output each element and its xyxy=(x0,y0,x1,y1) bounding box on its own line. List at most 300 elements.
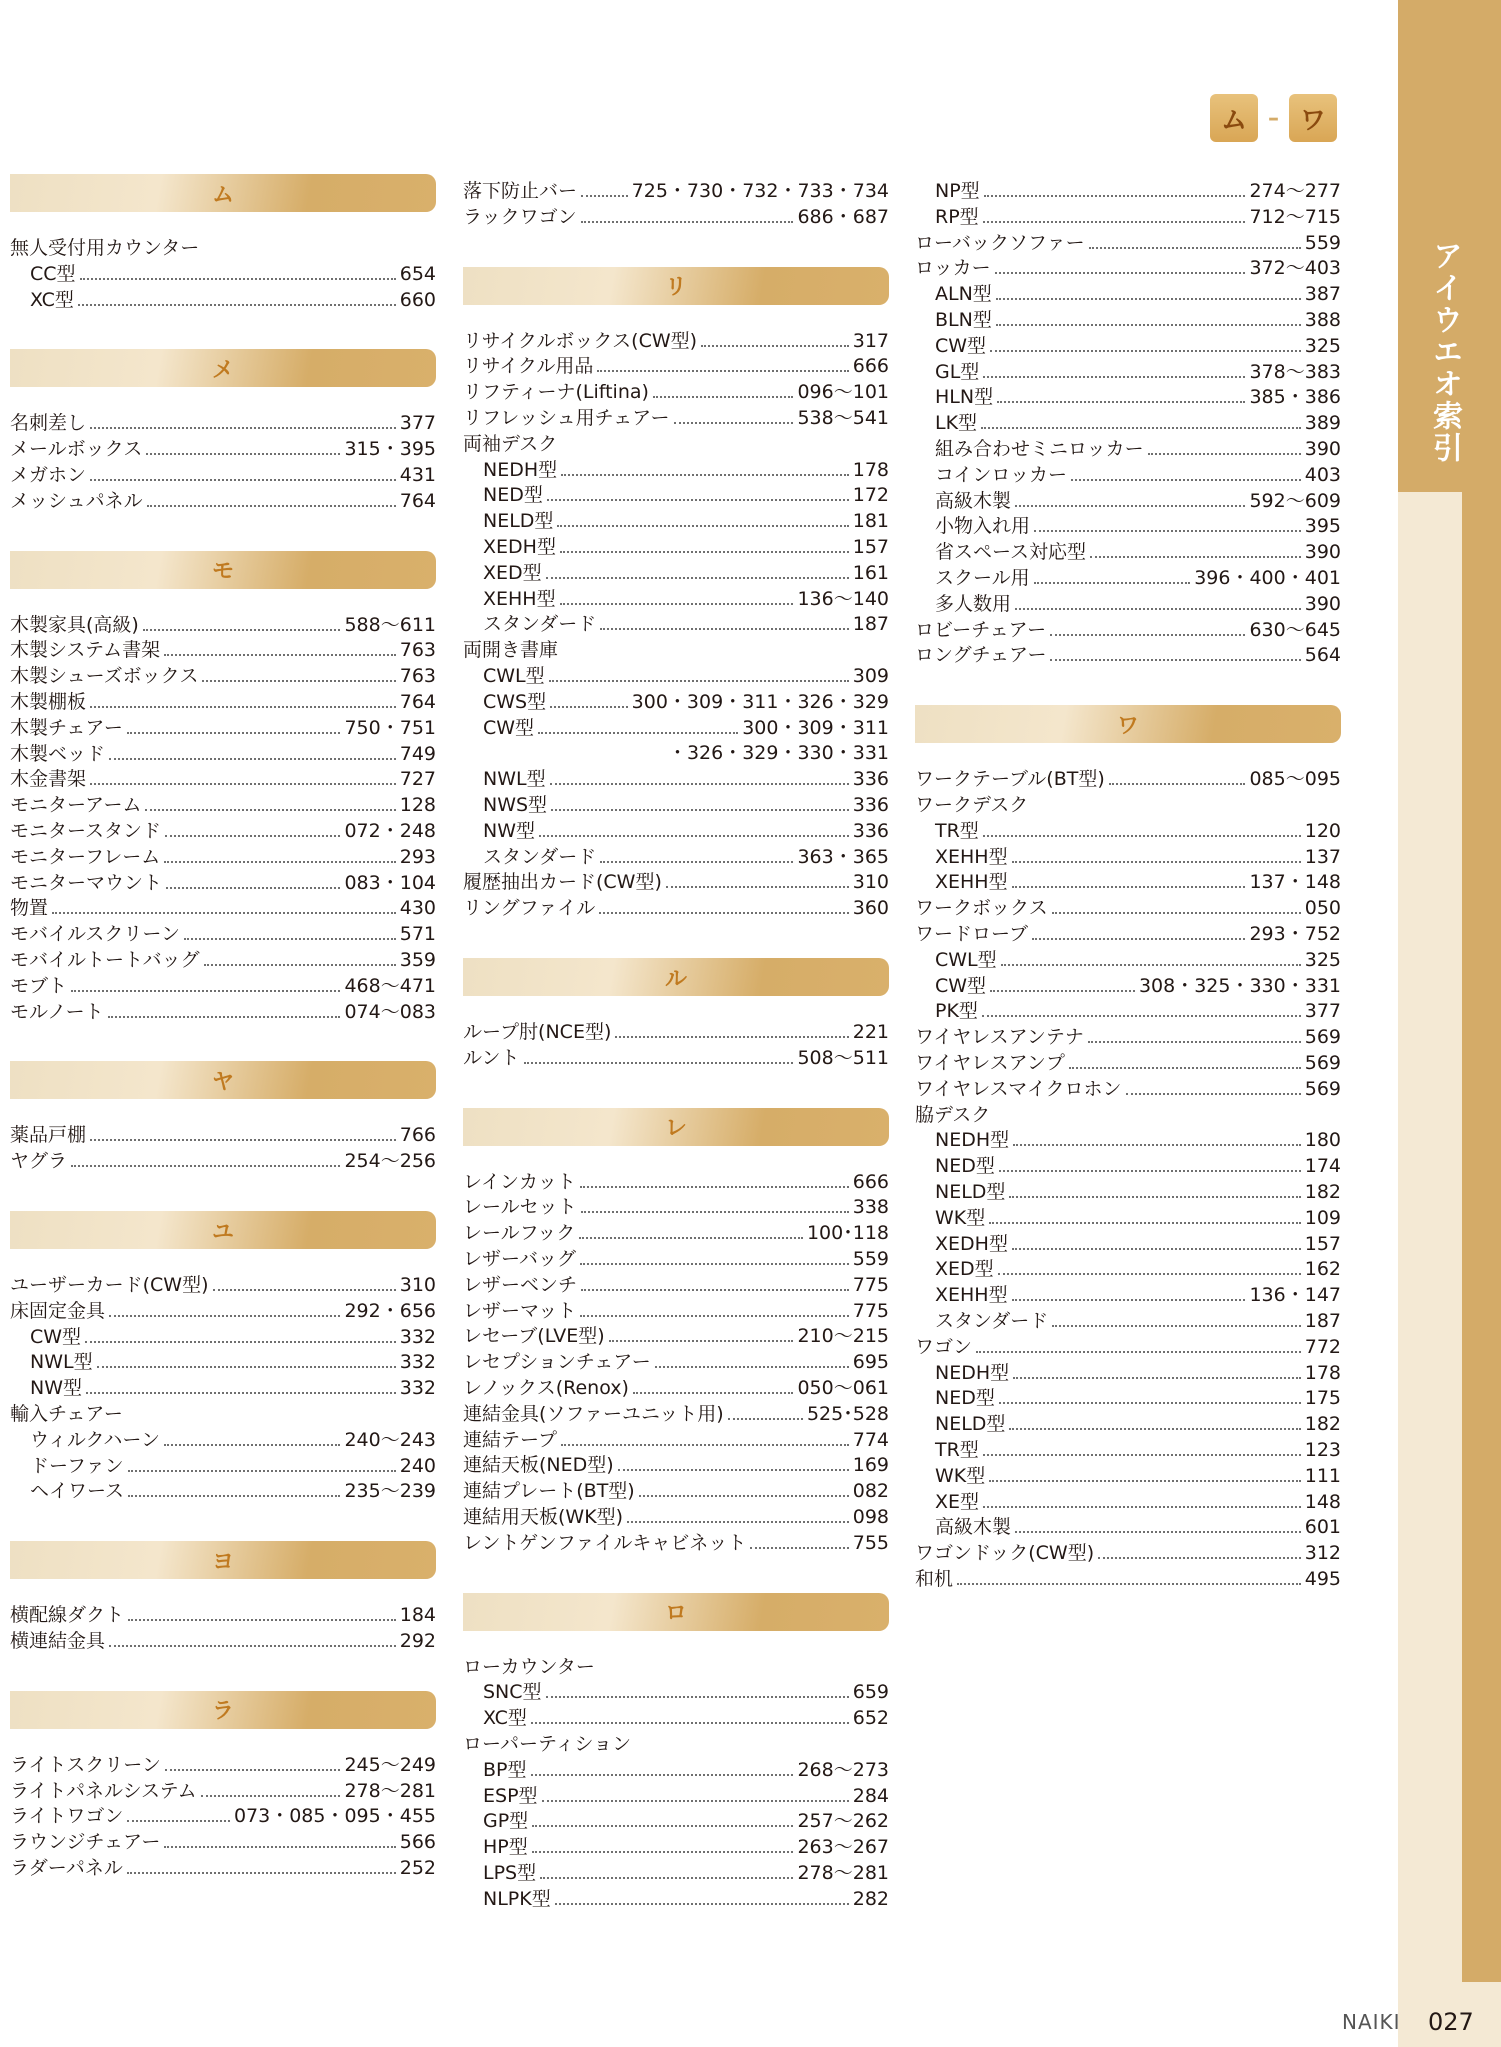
entry-term: ワークテーブル(BT型) xyxy=(915,768,1105,791)
entry-term: NWL型 xyxy=(483,768,546,791)
entry-page: 182 xyxy=(1304,1181,1341,1203)
entry-page: 569 xyxy=(1304,1026,1341,1049)
section-header-label: レ xyxy=(664,1116,687,1142)
index-entry xyxy=(10,974,436,998)
entry-term: CW型 xyxy=(483,716,535,739)
entry-page: 100･118 xyxy=(806,1222,889,1245)
entry-page: 157 xyxy=(1304,1232,1341,1255)
dot-leader xyxy=(90,479,396,481)
entry-page: 161 xyxy=(852,561,889,584)
dot-leader xyxy=(539,835,849,837)
index-subentry xyxy=(30,1325,436,1349)
entry-page: 654 xyxy=(399,262,436,285)
dot-leader xyxy=(599,912,848,914)
dot-leader xyxy=(78,304,396,306)
dot-leader xyxy=(542,1800,849,1802)
dot-leader xyxy=(165,835,340,837)
entry-page: 652 xyxy=(852,1707,889,1730)
index-subentry xyxy=(483,587,889,611)
entry-term: ワイヤレスアンテナ xyxy=(915,1026,1084,1049)
dot-leader xyxy=(184,938,396,940)
index-subentry xyxy=(483,1861,889,1885)
entry-term: NWS型 xyxy=(483,794,548,816)
dot-leader xyxy=(560,603,794,605)
entry-term: NED型 xyxy=(935,1387,995,1410)
index-subentry xyxy=(935,1361,1341,1385)
entry-term: ワイヤレスマイクロホン xyxy=(915,1077,1122,1100)
index-entry xyxy=(10,1779,436,1803)
entry-term: スクール用 xyxy=(935,567,1030,589)
entry-term: NED型 xyxy=(935,1155,995,1178)
entry-page: 245～249 xyxy=(344,1753,436,1776)
index-entry xyxy=(463,1479,889,1503)
index-subentry xyxy=(30,1350,436,1374)
entry-page: 338 xyxy=(852,1196,889,1219)
entry-term: リサイクル用品 xyxy=(463,355,594,378)
entry-term: 木製ベッド xyxy=(10,742,106,765)
dot-leader xyxy=(1050,634,1245,636)
entry-term: レセプションチェアー xyxy=(463,1351,651,1374)
entry-page: 263～267 xyxy=(797,1836,889,1859)
dot-leader xyxy=(201,1795,341,1797)
entry-term: NEDH型 xyxy=(483,458,558,481)
entry-term: GP型 xyxy=(483,1810,529,1833)
entry-page: 187 xyxy=(852,613,889,636)
entry-term: ライトパネルシステム xyxy=(10,1779,197,1802)
entry-term: レールフック xyxy=(463,1222,576,1245)
dot-leader xyxy=(213,1289,396,1291)
dot-leader xyxy=(984,195,1246,197)
dot-leader xyxy=(97,1366,396,1368)
entry-page: 074～083 xyxy=(344,1000,436,1023)
index-entry xyxy=(463,896,889,920)
index-entry xyxy=(463,1655,889,1679)
dot-leader xyxy=(164,654,396,656)
entry-page: 180 xyxy=(1304,1129,1341,1152)
entry-page: 396・400・401 xyxy=(1194,567,1341,589)
section-header xyxy=(10,1691,436,1729)
index-subentry xyxy=(935,1386,1341,1410)
index-entry xyxy=(10,819,436,843)
dot-leader xyxy=(551,809,849,811)
entry-page: 085～095 xyxy=(1249,768,1341,791)
dot-leader xyxy=(957,1583,1301,1585)
entry-term: 物置 xyxy=(10,897,49,920)
footer-brand: NAIKI xyxy=(1342,2010,1401,2034)
index-entry xyxy=(10,664,436,688)
entry-page: 300・309・311・326・329 xyxy=(631,690,889,713)
entry-page: 284 xyxy=(852,1784,889,1807)
entry-page: 072・248 xyxy=(344,820,436,842)
entry-term: モバイルトートバッグ xyxy=(10,949,200,971)
entry-page: 240 xyxy=(399,1454,436,1477)
dot-leader xyxy=(90,706,396,708)
index-subentry xyxy=(935,1232,1341,1256)
index-subentry xyxy=(935,592,1341,616)
entry-term: CWL型 xyxy=(935,948,997,971)
index-entry xyxy=(463,1221,889,1245)
entry-page: 240～243 xyxy=(344,1428,436,1451)
entry-page: 136・147 xyxy=(1249,1284,1341,1307)
section-header xyxy=(10,1211,436,1249)
entry-term: スタンダード xyxy=(935,1310,1049,1332)
dot-leader xyxy=(561,1444,849,1446)
entry-page: 082 xyxy=(852,1480,889,1503)
entry-page: 136～140 xyxy=(797,587,889,610)
entry-page: 666 xyxy=(852,355,889,378)
dot-leader xyxy=(976,1351,1301,1353)
index-entry xyxy=(463,1247,889,1271)
entry-page: 187 xyxy=(1304,1310,1341,1332)
index-entry xyxy=(10,1149,436,1173)
entry-term: 多人数用 xyxy=(935,592,1012,615)
dot-leader xyxy=(996,324,1301,326)
dot-leader xyxy=(581,1289,849,1291)
dot-leader xyxy=(127,732,341,734)
entry-page: 210～215 xyxy=(797,1325,889,1348)
range-dash: – xyxy=(1268,105,1279,131)
entry-term: NELD型 xyxy=(935,1413,1006,1436)
entry-term: モバイルスクリーン xyxy=(10,923,181,946)
index-entry xyxy=(915,922,1341,946)
entry-page: 395 xyxy=(1304,515,1341,538)
entry-page: 750・751 xyxy=(344,716,436,739)
entry-term: NELD型 xyxy=(483,510,554,533)
index-entry xyxy=(463,406,889,430)
entry-page: 109 xyxy=(1304,1206,1341,1229)
dot-leader xyxy=(166,887,340,889)
index-entry xyxy=(463,1531,889,1555)
entry-page: 336 xyxy=(852,768,889,791)
index-subentry xyxy=(935,1515,1341,1539)
index-entry xyxy=(915,1335,1341,1359)
index-entry xyxy=(10,690,436,714)
entry-page: 050～061 xyxy=(797,1377,889,1399)
index-entry xyxy=(463,329,889,353)
entry-page: 764 xyxy=(399,691,436,713)
entry-term: 和机 xyxy=(915,1568,954,1590)
entry-page: 495 xyxy=(1304,1568,1341,1590)
dot-leader xyxy=(1012,1299,1246,1301)
index-entry xyxy=(10,1753,436,1777)
entry-term: LPS型 xyxy=(483,1862,537,1884)
side-tab-title: アイウエオ索引 xyxy=(1427,240,1462,464)
dot-leader xyxy=(1034,530,1301,532)
dot-leader xyxy=(750,1547,848,1549)
index-entry xyxy=(10,437,436,461)
entry-page: 050 xyxy=(1304,897,1341,920)
entry-page: 268～273 xyxy=(797,1758,889,1781)
entry-term: モニタースタンド xyxy=(10,820,162,842)
dot-leader xyxy=(1034,582,1191,584)
dot-leader xyxy=(983,835,1301,837)
entry-term: スタンダード xyxy=(483,845,597,868)
section-header-label: ヤ xyxy=(211,1069,234,1095)
entry-term: NW型 xyxy=(483,819,535,842)
entry-page: 111 xyxy=(1304,1464,1341,1487)
entry-term: ローパーティション xyxy=(463,1733,632,1755)
entry-term: メールボックス xyxy=(10,438,143,461)
index-subentry xyxy=(30,1479,436,1503)
dot-leader xyxy=(550,783,849,785)
index-subentry xyxy=(935,179,1341,203)
index-subentry xyxy=(483,741,889,765)
entry-term: XEHH型 xyxy=(483,587,556,610)
entry-page: 073・085・095・455 xyxy=(233,1805,436,1828)
index-entry xyxy=(915,643,1341,667)
dot-leader xyxy=(128,1470,396,1472)
entry-term: レノックス(Renox) xyxy=(463,1377,629,1399)
index-subentry xyxy=(30,1376,436,1400)
index-subentry xyxy=(935,845,1341,869)
entry-term: 連結金具(ソファーユニット用) xyxy=(463,1402,724,1425)
entry-page: 325 xyxy=(1304,948,1341,971)
entry-term: レザーベンチ xyxy=(463,1273,578,1296)
entry-term: 両袖デスク xyxy=(463,432,558,455)
dot-leader xyxy=(127,1872,396,1874)
index-entry xyxy=(463,638,889,662)
dot-leader xyxy=(164,861,395,863)
index-subentry xyxy=(483,1758,889,1782)
entry-term: XC型 xyxy=(483,1707,527,1730)
entry-term: 高級木製 xyxy=(935,489,1012,512)
dot-leader xyxy=(995,272,1246,274)
dot-leader xyxy=(674,422,794,424)
entry-page: 309 xyxy=(852,665,889,687)
entry-page: 278～281 xyxy=(344,1779,436,1802)
entry-term: リフティーナ(Liftina) xyxy=(463,381,649,404)
dot-leader xyxy=(202,680,395,682)
index-entry xyxy=(463,1273,889,1297)
entry-page: 403 xyxy=(1304,463,1341,486)
index-subentry xyxy=(483,767,889,791)
entry-term: 履歴抽出カード(CW型) xyxy=(463,871,662,894)
entry-term: モニターアーム xyxy=(10,794,142,817)
entry-page: 566 xyxy=(399,1831,436,1854)
dot-leader xyxy=(540,1877,793,1879)
entry-term: 脇デスク xyxy=(915,1103,991,1126)
entry-page: 775 xyxy=(852,1299,889,1322)
entry-term: NP型 xyxy=(935,180,980,202)
entry-page: 184 xyxy=(399,1604,436,1627)
dot-leader xyxy=(627,1521,849,1523)
side-tab-strip xyxy=(1462,492,1501,1982)
index-entry xyxy=(10,613,436,637)
section-header-label: ワ xyxy=(1116,713,1139,739)
entry-term: ロングチェアー xyxy=(915,644,1047,667)
entry-page: 336 xyxy=(852,819,889,842)
entry-page: 571 xyxy=(399,923,436,946)
entry-term: XED型 xyxy=(483,561,542,584)
dot-leader xyxy=(546,1696,849,1698)
index-entry xyxy=(10,1402,436,1426)
entry-term: ワイヤレスアンプ xyxy=(915,1052,1065,1074)
entry-term: BLN型 xyxy=(935,309,992,331)
dot-leader xyxy=(581,1211,849,1213)
entry-page: 169 xyxy=(852,1454,889,1477)
entry-page: 666 xyxy=(852,1170,889,1193)
index-entry xyxy=(915,767,1341,791)
entry-page: 359 xyxy=(399,949,436,971)
entry-term: XEHH型 xyxy=(935,1284,1008,1307)
entry-term: 組み合わせミニロッカー xyxy=(935,438,1144,460)
index-subentry xyxy=(935,1128,1341,1152)
dot-leader xyxy=(1148,453,1301,455)
entry-term: 木製チェアー xyxy=(10,716,123,739)
page-number: 027 xyxy=(1428,2008,1474,2036)
dot-leader xyxy=(580,1263,849,1265)
entry-term: レントゲンファイルキャビネット xyxy=(463,1531,747,1554)
index-subentry xyxy=(483,509,889,533)
section-header xyxy=(10,349,436,387)
dot-leader xyxy=(1052,1325,1300,1327)
range-start: ム xyxy=(1210,94,1258,142)
dot-leader xyxy=(999,1170,1301,1172)
entry-term: CWS型 xyxy=(483,690,547,713)
entry-page: 712～715 xyxy=(1249,205,1341,228)
entry-page: 178 xyxy=(1304,1361,1341,1384)
entry-term: 床固定金具 xyxy=(10,1299,106,1322)
entry-term: リフレッシュ用チェアー xyxy=(463,407,670,429)
entry-term: XEDH型 xyxy=(483,536,556,558)
dot-leader xyxy=(633,1392,794,1394)
entry-term: スタンダード xyxy=(483,613,597,636)
entry-term: XC型 xyxy=(30,288,74,311)
dot-leader xyxy=(52,912,396,914)
index-entry xyxy=(915,1051,1341,1075)
index-entry xyxy=(915,896,1341,920)
entry-term: CW型 xyxy=(30,1325,82,1348)
entry-page: 123 xyxy=(1304,1439,1341,1461)
entry-term: CW型 xyxy=(935,974,987,997)
entry-page: 377 xyxy=(399,412,436,435)
entry-page: 525･528 xyxy=(806,1402,889,1425)
index-entry xyxy=(463,179,889,203)
index-entry xyxy=(10,922,436,946)
dot-leader xyxy=(1109,783,1246,785)
entry-term: LK型 xyxy=(935,412,978,435)
entry-page: 390 xyxy=(1304,438,1341,460)
entry-page: 766 xyxy=(399,1124,436,1147)
section-header xyxy=(463,267,889,305)
entry-page: 282 xyxy=(852,1887,889,1910)
dot-leader xyxy=(1088,1041,1301,1043)
entry-page: 592～609 xyxy=(1249,489,1341,512)
entry-page: 157 xyxy=(852,536,889,558)
dot-leader xyxy=(71,990,340,992)
entry-page: 300・309・311 xyxy=(742,716,889,739)
dot-leader xyxy=(85,1341,396,1343)
entry-term: 両開き書庫 xyxy=(463,639,559,662)
index-subentry xyxy=(30,1454,436,1478)
index-entry xyxy=(10,896,436,920)
index-subentry xyxy=(935,489,1341,513)
dot-leader xyxy=(1009,1196,1300,1198)
entry-term: 高級木製 xyxy=(935,1516,1012,1539)
index-subentry xyxy=(483,535,889,559)
dot-leader xyxy=(549,680,849,682)
entry-term: 落下防止バー xyxy=(463,180,578,202)
entry-page: 772 xyxy=(1304,1335,1341,1358)
index-subentry xyxy=(30,288,436,312)
index-subentry xyxy=(935,819,1341,843)
section-header-label: ム xyxy=(211,182,234,208)
index-entry xyxy=(463,380,889,404)
section-header-label: ル xyxy=(664,966,687,992)
dot-leader xyxy=(1013,1377,1301,1379)
index-entry xyxy=(463,1324,889,1348)
dot-leader xyxy=(109,1315,340,1317)
entry-term: ESP型 xyxy=(483,1784,538,1807)
dot-leader xyxy=(204,964,396,966)
entry-term: NW型 xyxy=(30,1377,82,1400)
dot-leader xyxy=(1009,1428,1300,1430)
entry-page: 363・365 xyxy=(797,845,889,868)
index-subentry xyxy=(935,540,1341,564)
entry-page: 162 xyxy=(1304,1258,1341,1281)
index-entry xyxy=(10,1000,436,1024)
index-entry xyxy=(10,948,436,972)
entry-term: XEHH型 xyxy=(935,871,1008,894)
entry-page: 559 xyxy=(852,1248,889,1270)
entry-page: 148 xyxy=(1304,1490,1341,1513)
entry-term: ライトスクリーン xyxy=(10,1753,161,1776)
index-entry xyxy=(10,871,436,895)
entry-page: 178 xyxy=(852,458,889,481)
entry-term: レインカット xyxy=(463,1170,576,1193)
entry-term: モニターマウント xyxy=(10,871,163,894)
section-header xyxy=(463,1108,889,1146)
dot-leader xyxy=(90,1139,396,1141)
entry-term: XED型 xyxy=(935,1258,994,1281)
entry-term: ローバックソファー xyxy=(915,231,1085,254)
entry-term: NWL型 xyxy=(30,1351,93,1374)
entry-page: 774 xyxy=(852,1428,889,1451)
dot-leader xyxy=(655,1366,849,1368)
dot-leader xyxy=(1090,556,1301,558)
dot-leader xyxy=(609,1340,794,1342)
index-entry xyxy=(10,463,436,487)
entry-page: 430 xyxy=(399,897,436,920)
entry-term: 省スペース対応型 xyxy=(935,541,1087,564)
section-header xyxy=(915,705,1341,743)
entry-page: 083・104 xyxy=(344,871,436,894)
entry-page: 764 xyxy=(399,489,436,512)
index-subentry xyxy=(483,1887,889,1911)
entry-term: ワゴンドック(CW型) xyxy=(915,1542,1095,1565)
index-entry xyxy=(463,1376,889,1400)
dot-leader xyxy=(981,427,1301,429)
index-entry xyxy=(915,1541,1341,1565)
entry-term: 木製棚板 xyxy=(10,691,87,713)
index-entry xyxy=(10,1603,436,1627)
entry-term: NELD型 xyxy=(935,1181,1006,1203)
entry-term: レセーブ(LVE型) xyxy=(463,1325,605,1348)
dot-leader xyxy=(990,990,1135,992)
dot-leader xyxy=(90,783,396,785)
index-subentry xyxy=(935,948,1341,972)
dot-leader xyxy=(524,1062,794,1064)
entry-page: 385・386 xyxy=(1249,386,1341,409)
entry-page: 278～281 xyxy=(797,1862,889,1884)
entry-term: メガホン xyxy=(10,464,87,486)
entry-term: 横配線ダクト xyxy=(10,1604,125,1627)
entry-term: リングファイル xyxy=(463,897,596,920)
entry-term: レザーマット xyxy=(463,1299,577,1322)
dot-leader xyxy=(547,499,849,501)
section-header-label: ロ xyxy=(664,1601,687,1627)
index-subentry xyxy=(935,1309,1341,1333)
